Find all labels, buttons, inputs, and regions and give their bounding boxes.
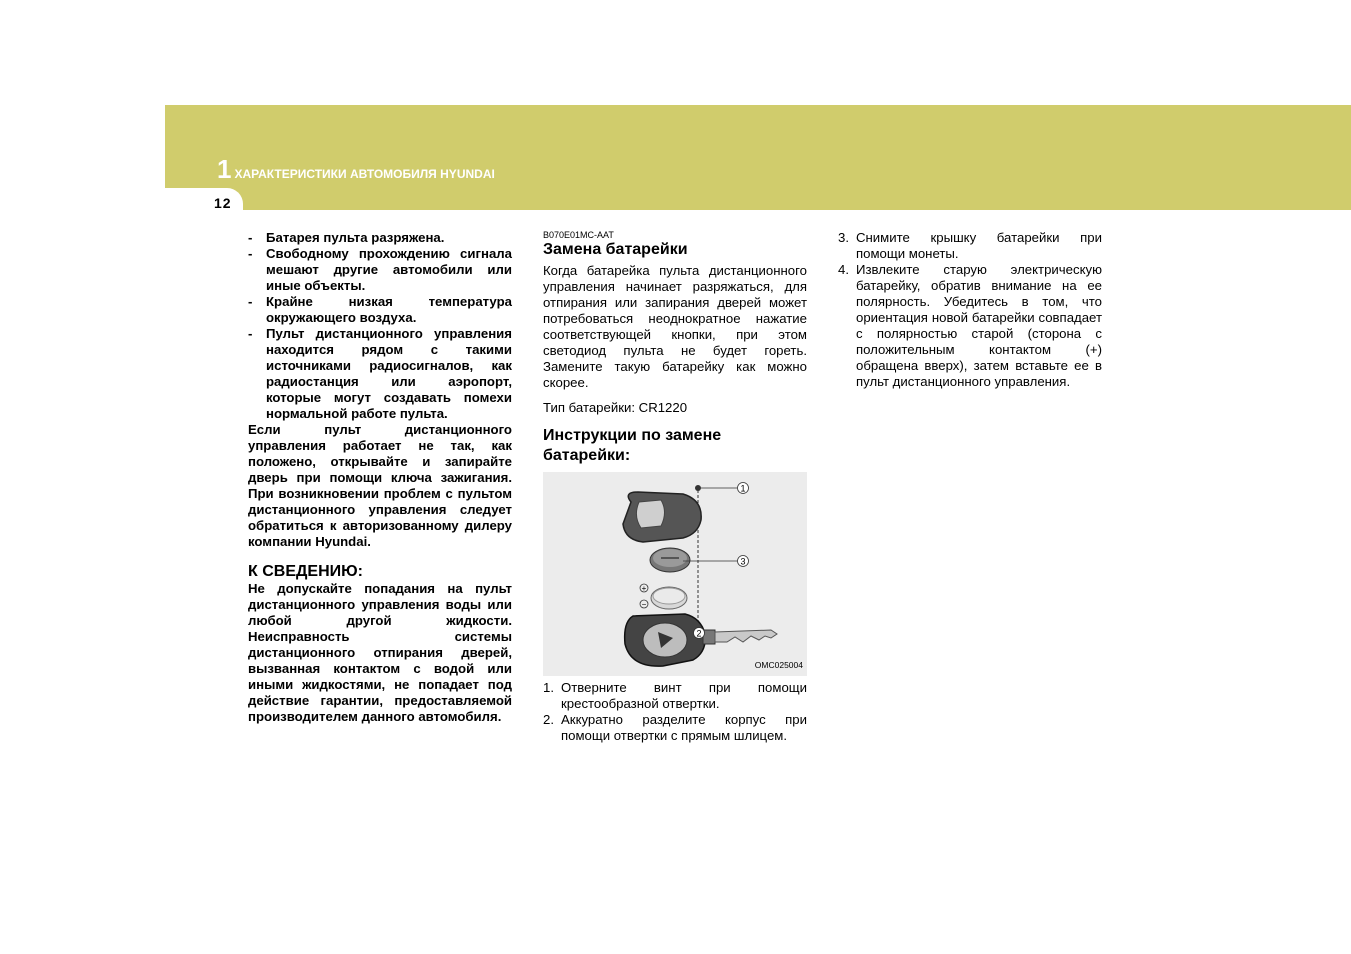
- list-item: 3. Снимите крышку батарейки при помощи монеты.: [838, 230, 1102, 261]
- chapter-heading: [217, 156, 495, 182]
- section-heading: Замена батарейки: [543, 241, 688, 258]
- troubleshooting-paragraph: Если пульт дистанционного управления работает не так, как положено, открывайте и запирайте дверь при помощи ключа зажигания. При возникновении проблем с пультом дистанционного управления следует обратиться к авторизованному дилеру компании Hyundai.: [248, 422, 512, 549]
- bullet-text: Свободному прохождению сигнала мешают другие автомобили или иные объекты.: [266, 246, 512, 293]
- left-column: [248, 230, 512, 725]
- list-item: - Свободному прохождению сигнала мешают другие автомобили или иные объекты.: [248, 246, 512, 293]
- list-item: - Пульт дистанционного управления находится рядом с такими источниками радиосигналов, как радиостанция или аэропорт, которые могут создавать помехи нормальной работе пульта.: [248, 326, 512, 421]
- list-item: 1. Отверните винт при помощи крестообразной отвертки.: [543, 680, 807, 711]
- chapter-title: ХАРАКТЕРИСТИКИ АВТОМОБИЛЯ HYUNDAI: [234, 167, 495, 181]
- step-text: Отверните винт при помощи крестообразной отвертки.: [561, 680, 807, 711]
- instructions-heading: Инструкции по замене батарейки:: [543, 427, 722, 464]
- figure-caption: OMC025004: [754, 660, 803, 670]
- battery-type: Тип батарейки: CR1220: [543, 400, 688, 415]
- steps-list: [543, 680, 807, 744]
- notice-text: Не допускайте попадания на пульт дистанционного управления воды или любой другой жидкости. Неисправность системы дистанционного отпирания дверей, вызванная контактом с водой или иными жидкостями, не попадает под действие гарантии, предоставляемой производителем данного автомобиля.: [248, 581, 512, 724]
- callout-3: 3: [740, 556, 746, 567]
- key-fob-figure: [543, 472, 807, 676]
- notice-heading: К СВЕДЕНИЮ:: [248, 563, 363, 580]
- list-item: - Крайне низкая температура окружающего воздуха.: [248, 294, 512, 325]
- key-fob-exploded-illustration: [543, 472, 807, 676]
- right-column: [838, 230, 1102, 390]
- page-number: 12: [214, 195, 232, 211]
- chapter-number: 1: [217, 154, 232, 184]
- bullet-text: Батарея пульта разряжена.: [266, 230, 445, 245]
- intro-paragraph: Когда батарейка пульта дистанционного управления начинает разряжаться, для отпирания или запирания дверей может потребоваться неоднократное нажатие соответствующей кнопки, при этом светодиод пульта не будет гореть. Замените такую батарейку как можно скорее.: [543, 263, 807, 390]
- list-item: - Батарея пульта разряжена.: [248, 230, 512, 246]
- list-item: 4. Извлеките старую электрическую батарейку, обратив внимание на ее полярность. Убедитесь в том, что ориентация новой батарейки совпадает с полярностью старой (сторона с положительным контактом (+) обращена вверх), затем вставьте ее в пульт дистанционного управления.: [838, 262, 1102, 389]
- section-code: B070E01MC-AAT: [543, 230, 614, 240]
- callout-1: 1: [740, 483, 746, 494]
- step-text: Снимите крышку батарейки при помощи монеты.: [856, 230, 1102, 261]
- bullet-text: Пульт дистанционного управления находится рядом с такими источниками радиосигналов, как радиостанция или аэропорт, которые могут создавать помехи нормальной работе пульта.: [266, 326, 512, 421]
- screw-icon: [695, 485, 701, 491]
- callout-2: 2: [696, 628, 702, 639]
- polarity-plus: +: [641, 584, 647, 593]
- polarity-minus: −: [641, 600, 647, 609]
- step-text: Аккуратно разделите корпус при помощи отвертки с прямым шлицем.: [561, 712, 807, 743]
- bullet-text: Крайне низкая температура окружающего воздуха.: [266, 294, 512, 325]
- middle-column: [543, 230, 807, 744]
- list-item: 2. Аккуратно разделите корпус при помощи отвертки с прямым шлицем.: [543, 712, 807, 743]
- step-text: Извлеките старую электрическую батарейку, обратив внимание на ее полярность. Убедитесь в том, что ориентация новой батарейки совпадает с полярностью старой (сторона с положительным контактом (+) обращена вверх), затем вставьте ее в пульт дистанционного управления.: [856, 262, 1102, 389]
